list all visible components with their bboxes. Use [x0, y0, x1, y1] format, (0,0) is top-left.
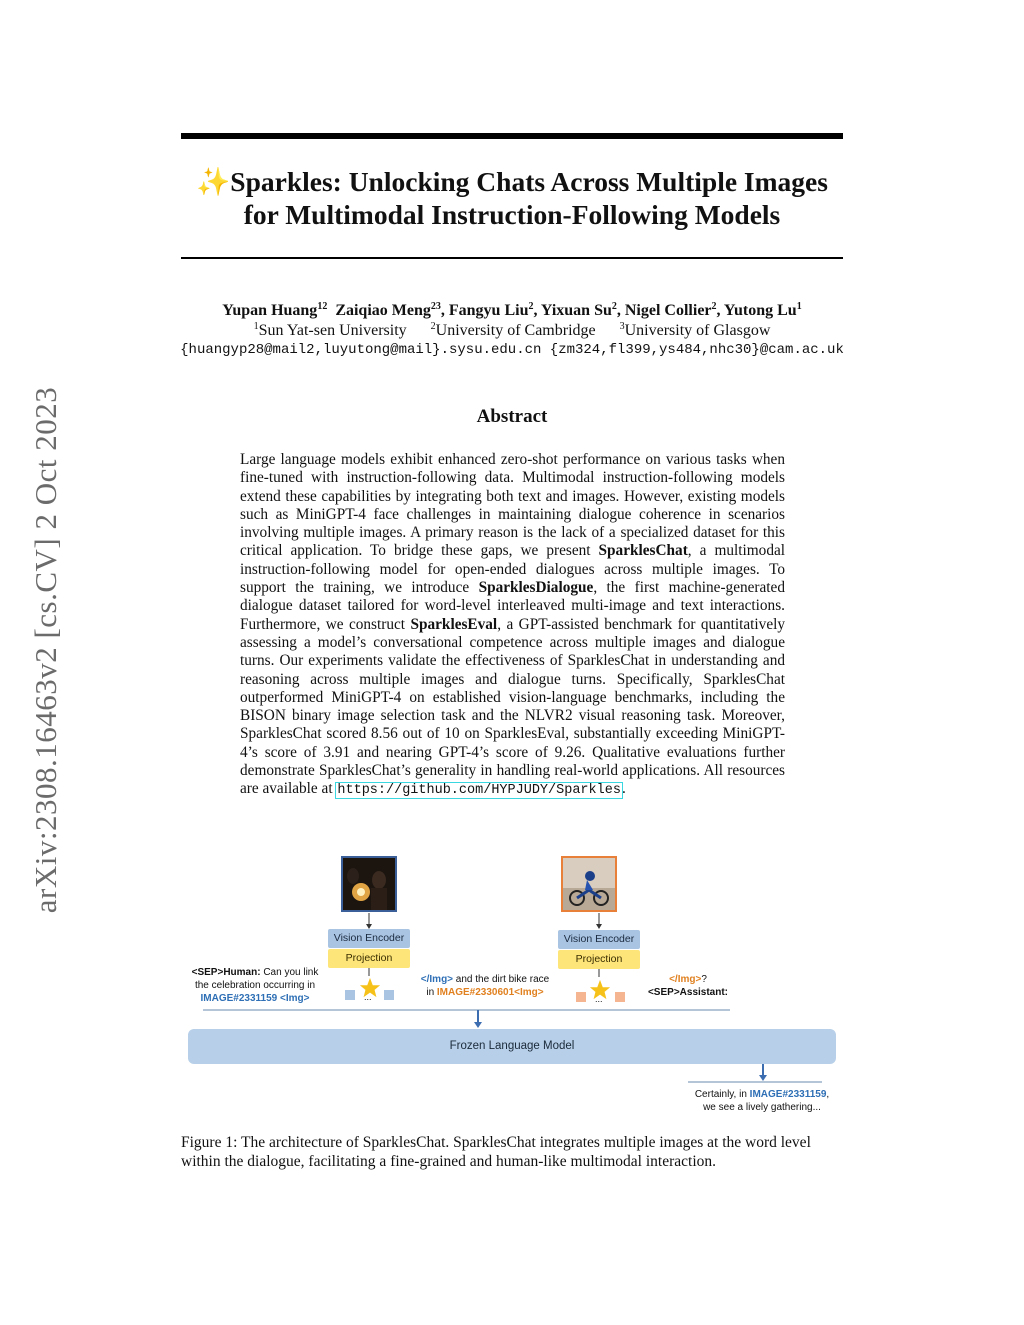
- token-square: [384, 990, 394, 1000]
- author-list: Yupan Huang$^{12}$ Zaiqiao Meng$^{23}$, Fangyu Liu$^2$, Yixuan Su$^2$, Nigel Collier$^2$, Yutong Lu$^1$: [222, 301, 802, 319]
- assistant-prompt: </Img>? <SEP>Assistant:: [647, 974, 729, 998]
- token-square: [615, 992, 625, 1002]
- affiliation: $^1$Sun Yat-sen University: [253, 321, 407, 339]
- author: Yixuan Su$^2$: [540, 301, 617, 319]
- github-link[interactable]: https://github.com/HYPJUDY/Sparkles: [337, 783, 621, 799]
- abstract-body: Large language models exhibit enhanced zero-shot performance on various tasks when fine-tuned with instruction-following data. Multimodal instruction-following models extend these capabilities by integrating both text and images. However, existing models such as MiniGPT-4 face challenges in maintaining dialogue coherence in scenarios involving multiple images. A primary reason is the lack of a specialized dataset for this critical application. To bridge these gaps, we present SparklesChat, a multimodal instruction-following model for open-ended dialogues across multiple images. To support the training, we introduce SparklesDialogue, the first machine-generated dialogue dataset tailored for word-level interleaved multi-image and text interactions. Furthermore, we construct SparklesEval, a GPT-assisted benchmark for quantitatively assessing a model’s conversational competence across multiple images and dialogue turns. Our experiments validate the effectiveness of SparklesChat in understanding and reasoning across multiple images and dialogue turns. Specifically, SparklesChat outperformed MiniGPT-4 on established vision-language benchmarks, including the BISON binary image selection task and the NLVR2 visual reasoning task. Moreover, SparklesChat scored 8.56 out of 10 on SparklesEval, substantially exceeding MiniGPT-4’s score of 3.91 and nearing GPT-4’s score of 9.26. Qualitative evaluations further demonstrate SparklesChat’s generality in handling real-world applications. All resources are available at https://github.com/HYPJUDY/Sparkles.: [240, 451, 786, 799]
- author-emails: {huangyp28@mail2,luyutong@mail}.sysu.edu.cn {zm324,fl399,ys484,nhc30}@cam.ac.uk: [180, 342, 844, 358]
- projection-box: Projection: [328, 949, 410, 968]
- vision-encoder-box: Vision Encoder: [328, 929, 410, 948]
- human-prompt: <SEP>Human: Can you link the celebration occurring in IMAGE#2331159 <Img>: [191, 967, 319, 1004]
- frozen-language-model-box: Frozen Language Model: [188, 1029, 836, 1064]
- figure-caption: Figure 1: The architecture of SparklesChat. SparklesChat integrates multiple images at the word level within the dialogue, facilitating a fine-grained and human-like multimodal interaction.: [181, 1134, 811, 1170]
- token-square: [576, 992, 586, 1002]
- sparkles-emoji-icon: ✨: [196, 166, 231, 197]
- author: Nigel Collier$^2$: [624, 301, 717, 319]
- author: Zaiqiao Meng$^{23}$: [335, 301, 441, 319]
- author: Yupan Huang$^{12}$: [222, 301, 328, 319]
- projection-box: Projection: [558, 950, 640, 969]
- affiliation: $^2$University of Cambridge: [430, 321, 596, 339]
- token-square: [345, 990, 355, 1000]
- paper-title: ✨Sparkles: Unlocking Chats Across Multiple Images for Multimodal Instruction-Following Models: [196, 166, 828, 230]
- token-ellipsis: ...: [595, 994, 603, 1004]
- author: Yutong Lu$^1$: [723, 301, 802, 319]
- token-ellipsis: ...: [364, 992, 372, 1002]
- affiliation: $^3$University of Glasgow: [619, 321, 771, 339]
- arxiv-stamp: arXiv:2308.16463v2 [cs.CV] 2 Oct 2023: [28, 386, 63, 914]
- human-prompt-middle: </Img> and the dirt bike race in IMAGE#2330601<Img>: [420, 974, 550, 998]
- model-answer: Certainly, in IMAGE#2331159, we see a lively gathering...: [694, 1089, 830, 1113]
- abstract-heading: Abstract: [476, 406, 548, 427]
- author: Fangyu Liu$^2$: [448, 301, 534, 319]
- vision-encoder-box: Vision Encoder: [558, 930, 640, 949]
